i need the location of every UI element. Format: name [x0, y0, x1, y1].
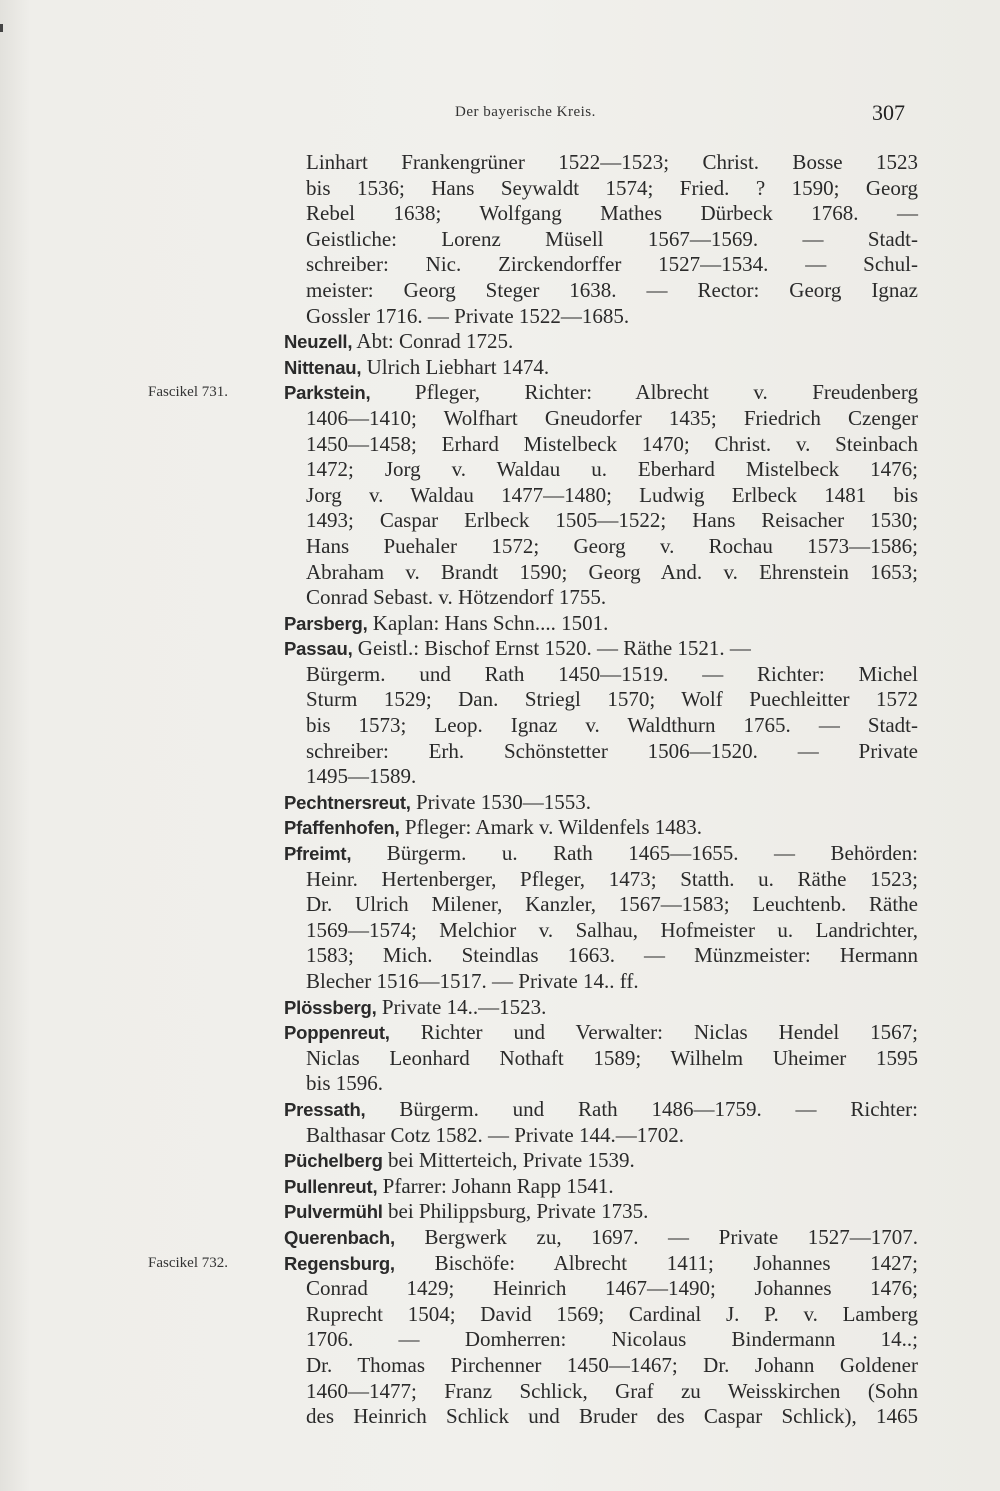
line-body: Richter und Verwalter: Niclas Hendel 1567;	[420, 1020, 919, 1045]
line-text	[306, 867, 918, 893]
entry-heading-line	[0, 1148, 1000, 1174]
line-body: Ulrich Liebhart 1474.	[366, 354, 550, 379]
line-body: 1460—1477; Franz Schlick, Graf zu Weisskirchen (Sohn	[306, 1378, 918, 1403]
entry-heading-line	[0, 841, 1000, 867]
line-text	[306, 432, 918, 458]
place-name: Regensburg,	[284, 1252, 395, 1274]
running-title: Der bayerische Kreis.	[455, 104, 596, 120]
page-number: 307	[872, 100, 905, 125]
line-body: bis 1573; Leop. Ignaz v. Waldthurn 1765. — Stadt-	[306, 713, 918, 738]
body-text	[0, 150, 1000, 1430]
line-text	[284, 1020, 918, 1046]
line-text	[284, 1199, 918, 1225]
text-line	[0, 1046, 1000, 1072]
entry-heading-line	[0, 1020, 1000, 1046]
text-line	[0, 943, 1000, 969]
place-name: Pechtnersreut,	[284, 791, 411, 813]
line-text	[306, 508, 918, 534]
text-line	[0, 252, 1000, 278]
line-text	[306, 764, 918, 790]
text-line	[0, 483, 1000, 509]
text-line	[0, 406, 1000, 432]
text-line	[0, 764, 1000, 790]
line-text	[284, 1251, 918, 1277]
line-body: Heinr. Hertenberger, Pfleger, 1473; Statth. u. Räthe 1523;	[306, 866, 918, 891]
line-body: Niclas Leonhard Nothaft 1589; Wilhelm Uheimer 1595	[306, 1045, 918, 1070]
line-body: bis 1536; Hans Seywaldt 1574; Fried. ? 1590; Georg	[306, 175, 918, 200]
place-name: Neuzell,	[284, 331, 353, 353]
line-text	[306, 1379, 918, 1405]
line-text	[306, 483, 918, 509]
line-text	[284, 995, 918, 1021]
text-line	[0, 867, 1000, 893]
page-header	[0, 100, 1000, 130]
text-line	[0, 304, 1000, 330]
line-text	[306, 304, 918, 330]
line-body: Rebel 1638; Wolfgang Mathes Dürbeck 1768. —	[306, 201, 918, 226]
line-text	[306, 918, 918, 944]
line-body: Bischöfe: Albrecht 1411; Johannes 1427;	[434, 1250, 919, 1275]
text-line	[0, 918, 1000, 944]
entry-heading-line	[0, 380, 1000, 406]
line-text	[306, 1327, 918, 1353]
line-body: Geistl.: Bischof Ernst 1520. — Räthe 1521. —	[357, 636, 751, 661]
line-body: Kaplan: Hans Schn.... 1501.	[372, 610, 609, 635]
line-text	[284, 790, 918, 816]
text-line	[0, 739, 1000, 765]
line-text	[306, 969, 918, 995]
line-body: 1472; Jorg v. Waldau u. Eberhard Mistelbeck 1476;	[306, 457, 918, 482]
line-text	[306, 1123, 918, 1149]
line-body: 1493; Caspar Erlbeck 1505—1522; Hans Reisacher 1530;	[306, 508, 918, 533]
line-text	[284, 329, 918, 355]
line-text	[306, 252, 918, 278]
place-name: Parsberg,	[284, 612, 368, 634]
place-name: Parkstein,	[284, 382, 371, 404]
line-body: bei Mitterteich, Private 1539.	[388, 1148, 635, 1173]
line-text	[306, 687, 918, 713]
line-text	[306, 713, 918, 739]
entry-heading-line	[0, 1174, 1000, 1200]
text-line	[0, 201, 1000, 227]
text-line	[0, 560, 1000, 586]
line-text	[306, 892, 918, 918]
text-line	[0, 176, 1000, 202]
entry-heading-line	[0, 1199, 1000, 1225]
line-body: Bürgerm. und Rath 1486—1759. — Richter:	[399, 1096, 919, 1121]
text-line	[0, 150, 1000, 176]
line-text	[306, 150, 918, 176]
text-line	[0, 1379, 1000, 1405]
line-text	[306, 943, 918, 969]
line-text	[284, 1174, 918, 1200]
line-text	[306, 278, 918, 304]
text-line	[0, 457, 1000, 483]
line-text	[306, 1404, 918, 1430]
line-body: Abraham v. Brandt 1590; Georg And. v. Ehrenstein 1653;	[306, 559, 918, 584]
entry-heading-line	[0, 636, 1000, 662]
line-text	[306, 1071, 918, 1097]
margin-note: Fascikel 732.	[148, 1254, 228, 1271]
line-body: bei Philippsburg, Private 1735.	[388, 1199, 649, 1224]
text-line	[0, 1123, 1000, 1149]
line-body: Bürgerm. und Rath 1450—1519. — Richter: Michel	[306, 661, 918, 686]
place-name: Nittenau,	[284, 356, 362, 378]
line-body: Jorg v. Waldau 1477—1480; Ludwig Erlbeck 1481 bis	[306, 482, 918, 507]
line-text	[306, 534, 918, 560]
text-line	[0, 687, 1000, 713]
text-line	[0, 1327, 1000, 1353]
text-line	[0, 969, 1000, 995]
line-body: Gossler 1716. — Private 1522—1685.	[306, 303, 630, 328]
text-line	[0, 432, 1000, 458]
text-line	[0, 892, 1000, 918]
entry-heading-line	[0, 1225, 1000, 1251]
line-body: Pfleger, Richter: Albrecht v. Freudenberg	[414, 380, 918, 405]
line-text	[306, 560, 918, 586]
line-body: Geistliche: Lorenz Müsell 1567—1569. — Stadt-	[306, 226, 918, 251]
text-line	[0, 508, 1000, 534]
text-line	[0, 1302, 1000, 1328]
line-body: 1495—1589.	[306, 764, 417, 789]
line-text	[306, 201, 918, 227]
line-body: bis 1596.	[306, 1071, 384, 1096]
line-body: Conrad Sebast. v. Hötzendorf 1755.	[306, 585, 607, 610]
line-text	[284, 1148, 918, 1174]
entry-heading-line	[0, 1097, 1000, 1123]
place-name: Querenbach,	[284, 1226, 395, 1248]
line-body: Sturm 1529; Dan. Striegl 1570; Wolf Puechleitter 1572	[306, 687, 918, 712]
line-body: Hans Puehaler 1572; Georg v. Rochau 1573—1586;	[306, 533, 918, 558]
line-body: Balthasar Cotz 1582. — Private 144.—1702.	[306, 1122, 684, 1147]
entry-heading-line	[0, 355, 1000, 381]
place-name: Pressath,	[284, 1098, 366, 1120]
place-name: Pullenreut,	[284, 1175, 378, 1197]
line-body: Pfleger: Amark v. Wildenfels 1483.	[404, 815, 703, 840]
line-text	[306, 1046, 918, 1072]
line-body: 1569—1574; Melchior v. Salhau, Hofmeister u. Landrichter,	[306, 917, 918, 942]
line-body: Private 14..—1523.	[381, 994, 547, 1019]
line-body: Blecher 1516—1517. — Private 14.. ff.	[306, 969, 639, 993]
text-line	[0, 662, 1000, 688]
line-body: Dr. Ulrich Milener, Kanzler, 1567—1583; Leuchtenb. Räthe	[306, 892, 918, 917]
place-name: Pfaffenhofen,	[284, 817, 400, 839]
line-text	[284, 815, 918, 841]
margin-note: Fascikel 731.	[148, 384, 228, 401]
line-body: Bürgerm. u. Rath 1465—1655. — Behörden:	[386, 841, 918, 866]
line-body: Linhart Frankengrüner 1522—1523; Christ. Bosse 1523	[306, 150, 918, 174]
entry-heading-line	[0, 611, 1000, 637]
line-text	[306, 1353, 918, 1379]
line-text	[306, 227, 918, 253]
text-line	[0, 1404, 1000, 1430]
line-text	[306, 585, 918, 611]
text-line	[0, 713, 1000, 739]
entry-heading-line	[0, 1251, 1000, 1277]
line-body: schreiber: Erh. Schönstetter 1506—1520. — Private	[306, 738, 918, 763]
text-line	[0, 1353, 1000, 1379]
line-text	[306, 662, 918, 688]
place-name: Poppenreut,	[284, 1022, 390, 1044]
line-text	[284, 1097, 918, 1123]
place-name: Plössberg,	[284, 996, 377, 1018]
place-name: Pulvermühl	[284, 1201, 383, 1223]
line-body: 1406—1410; Wolfhart Gneudorfer 1435; Friedrich Czenger	[306, 405, 918, 430]
line-text	[284, 355, 918, 381]
entry-heading-line	[0, 329, 1000, 355]
text-line	[0, 278, 1000, 304]
line-body: Bergwerk zu, 1697. — Private 1527—1707.	[424, 1224, 918, 1249]
line-body: Abt: Conrad 1725.	[356, 329, 514, 354]
line-text	[284, 611, 918, 637]
entry-heading-line	[0, 815, 1000, 841]
entry-heading-line	[0, 790, 1000, 816]
line-body: Pfarrer: Johann Rapp 1541.	[382, 1173, 614, 1198]
place-name: Passau,	[284, 638, 353, 660]
line-text	[284, 380, 918, 406]
line-text	[284, 841, 918, 867]
place-name: Pfreimt,	[284, 843, 352, 865]
text-line	[0, 1276, 1000, 1302]
place-name: Püchelberg	[284, 1150, 383, 1172]
line-body: Private 1530—1553.	[416, 789, 591, 814]
line-body: meister: Georg Steger 1638. — Rector: Georg Ignaz	[306, 277, 918, 302]
text-line	[0, 534, 1000, 560]
line-body: Dr. Thomas Pirchenner 1450—1467; Dr. Johann Goldener	[306, 1352, 918, 1377]
line-text	[306, 406, 918, 432]
line-body: schreiber: Nic. Zirckendorffer 1527—1534. — Schul-	[306, 252, 918, 277]
line-text	[306, 1276, 918, 1302]
text-line	[0, 1071, 1000, 1097]
text-line	[0, 227, 1000, 253]
line-body: 1706. — Domherren: Nicolaus Bindermann 14..;	[306, 1327, 918, 1352]
page-edge-mark	[0, 24, 3, 32]
line-body: 1450—1458; Erhard Mistelbeck 1470; Christ. v. Steinbach	[306, 431, 918, 456]
line-text	[284, 1225, 918, 1251]
line-body: des Heinrich Schlick und Bruder des Caspar Schlick), 1465	[306, 1404, 918, 1429]
line-text	[306, 1302, 918, 1328]
line-body: 1583; Mich. Steindlas 1663. — Münzmeister: Hermann	[306, 943, 918, 968]
line-text	[284, 636, 918, 662]
line-text	[306, 739, 918, 765]
line-body: Conrad 1429; Heinrich 1467—1490; Johannes 1476;	[306, 1276, 918, 1301]
line-body: Ruprecht 1504; David 1569; Cardinal J. P. v. Lamberg	[306, 1301, 918, 1326]
line-text	[306, 457, 918, 483]
text-line	[0, 585, 1000, 611]
entry-heading-line	[0, 995, 1000, 1021]
line-text	[306, 176, 918, 202]
